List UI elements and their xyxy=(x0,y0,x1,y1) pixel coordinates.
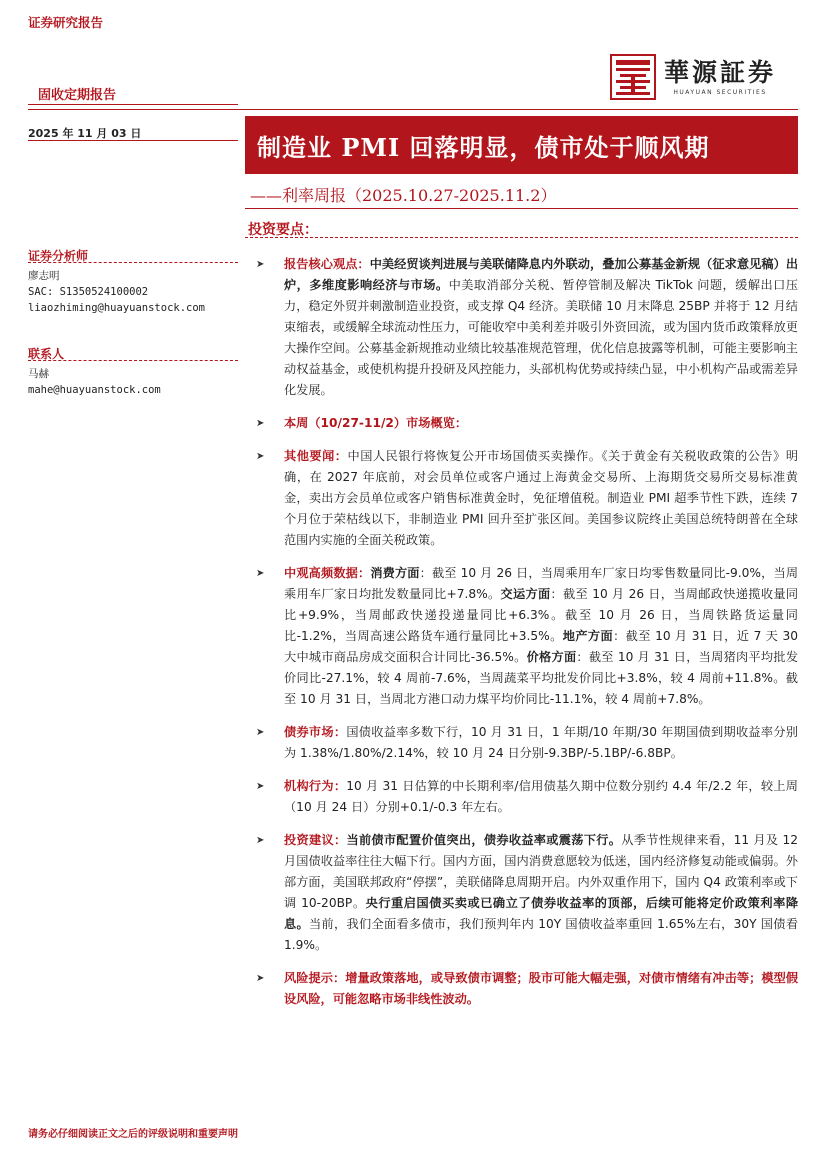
contact-divider xyxy=(28,360,238,361)
logo-name-en: HUAYUAN SECURITIES xyxy=(673,88,767,96)
footer-disclaimer: 请务必仔细阅读正文之后的评级说明和重要声明 xyxy=(28,1129,238,1140)
bullet-investment-advice: ➤ 投资建议：当前债市配置价值突出，债券收益率或震荡下行。从季节性规律来看，11 月及 12 月国债收益率往往大幅下行。国内方面，国内消费意愿较为低迷，国内经济修复动能或偏弱。外部方面，美国联邦政府“停摆”，美联储降息周期开启。内外双重作用下，国内 Q4 政策利率或下调 10-20BP。央行重启国债买卖或已确立了债券收益率的顶部，后续可能将定价政策利率降息。当前，我们全面看多债市，我们预判年内 10Y 国债收益率重回 1.65%左右，30Y 国债看 1.9%。 xyxy=(256,830,798,956)
logo-mark-icon xyxy=(610,54,656,100)
subtitle-divider xyxy=(245,208,798,209)
bullet-weekly-overview: ➤ 本周（10/27-11/2）市场概览： xyxy=(256,413,798,434)
analyst-label: 证券分析师 xyxy=(28,249,89,263)
logo-name-cn: 華源証券 xyxy=(664,57,777,87)
header-divider xyxy=(28,109,798,110)
bullet-arrow-icon: ➤ xyxy=(256,727,265,738)
contact-email[interactable]: mahe@huayuanstock.com xyxy=(28,384,161,396)
bullet-arrow-icon: ➤ xyxy=(256,568,265,579)
key-points-list xyxy=(256,254,798,1022)
analyst-email[interactable]: liaozhiming@huayuanstock.com xyxy=(28,302,206,314)
section-heading: 投资要点： xyxy=(248,222,318,238)
bullet-bond-market: ➤ 债券市场：国债收益率多数下行，10 月 31 日，1 年期/10 年期/30 年期国债到期收益率分别为 1.38%/1.80%/2.14%，较 10 月 24 日分别-9.3BP/-5.1BP/-6.8BP。 xyxy=(256,722,798,764)
bullet-risk-warning: ➤ 风险提示：增量政策落地，或导致债市调整；股市可能大幅走强，对债市情绪有冲击等；模型假设风险，可能忽略市场非线性波动。 xyxy=(256,968,798,1010)
bullet-arrow-icon: ➤ xyxy=(256,835,265,846)
contact-name: 马赫 xyxy=(28,368,49,380)
report-date: 2025 年 11 月 03 日 xyxy=(28,127,142,140)
title-banner xyxy=(245,116,798,174)
section-divider xyxy=(245,237,798,238)
date-divider xyxy=(28,140,238,141)
header-divider-left xyxy=(28,104,238,105)
analyst-name: 廖志明 xyxy=(28,270,60,282)
bullet-arrow-icon: ➤ xyxy=(256,451,265,462)
bullet-arrow-icon: ➤ xyxy=(256,973,265,984)
bullet-institution-behavior: ➤ 机构行为：10 月 31 日估算的中长期利率/信用债基久期中位数分别约 4.4 年/2.2 年，较上周（10 月 24 日）分别+0.1/-0.3 年左右。 xyxy=(256,776,798,818)
contact-label: 联系人 xyxy=(28,347,65,361)
bullet-arrow-icon: ➤ xyxy=(256,781,265,792)
bullet-mid-frequency-data: ➤ 中观高频数据：消费方面：截至 10 月 26 日，当周乘用车厂家日均零售数量同比-9.0%，当周乘用车厂家日均批发数量同比+7.8%。交运方面：截至 10 月 26 日，当周邮政快递揽收量同比+9.9%，当周邮政快递投递量同比+6.3%。截至 10 月 26 日，当周铁路货运量同比-1.2%，当周高速公路货车通行量同比+3.5%。地产方面：截至 10 月 31 日，近 7 天 30 大中城市商品房成交面积合计同比-36.5%。价格方面：截至 10 月 31 日，当周猪肉平均批发价同比-27.1%，较 4 周前-7.6%，当周蔬菜平均批发价同比+3.8%，较 4 周前+11.8%。截至 10 月 31 日，当周北方港口动力煤平均价同比-11.1%，较 4 周前+7.8%。 xyxy=(256,563,798,710)
page-subtitle: ——利率周报（2025.10.27-2025.11.2） xyxy=(250,186,557,205)
bullet-other-news: ➤ 其他要闻：中国人民银行将恢复公开市场国债买卖操作。《关于黄金有关税收政策的公告》明确，在 2027 年底前，对会员单位或客户通过上海黄金交易所、上海期货交易所交易标准黄金，卖出方会员单位或客户销售标准黄金时，免征增值税。制造业 PMI 超季节性下跌，连续 7 个月位于荣枯线以下，非制造业 PMI 回升至扩张区间。美国参议院终止美国总统特朗普在全球范围内实施的全面关税政策。 xyxy=(256,446,798,551)
page-title: 制造业 PMI 回落明显，债市处于顺风期 xyxy=(257,132,710,162)
company-logo xyxy=(610,54,776,100)
bullet-arrow-icon: ➤ xyxy=(256,418,265,429)
analyst-divider xyxy=(28,262,238,263)
bullet-arrow-icon: ➤ xyxy=(256,259,265,270)
bullet-core-view: ➤ 报告核心观点：中美经贸谈判进展与美联储降息内外联动，叠加公募基金新规（征求意见稿）出炉，多维度影响经济与市场。中美取消部分关税、暂停管制及解决 TikTok 问题，缓解出口压力，稳定外贸并刺激制造业投资，或支撑 Q4 经济。美联储 10 月末降息 25BP 并将于 12 月结束缩表，或缓解全球流动性压力，可能收窄中美利差并吸引外资回流，或为国内货币政策释放更大操作空间。公募基金新规推动业绩比较基准规范管理，优化信息披露等机制，可能主要影响主动权益基金，或使机构提升投研及风控能力，头部机构优势或持续凸显，中小机构产品或需差异化发展。 xyxy=(256,254,798,401)
analyst-sac: SAC: S1350524100002 xyxy=(28,286,149,298)
report-type: 固收定期报告 xyxy=(38,88,117,103)
report-category: 证券研究报告 xyxy=(28,15,104,30)
